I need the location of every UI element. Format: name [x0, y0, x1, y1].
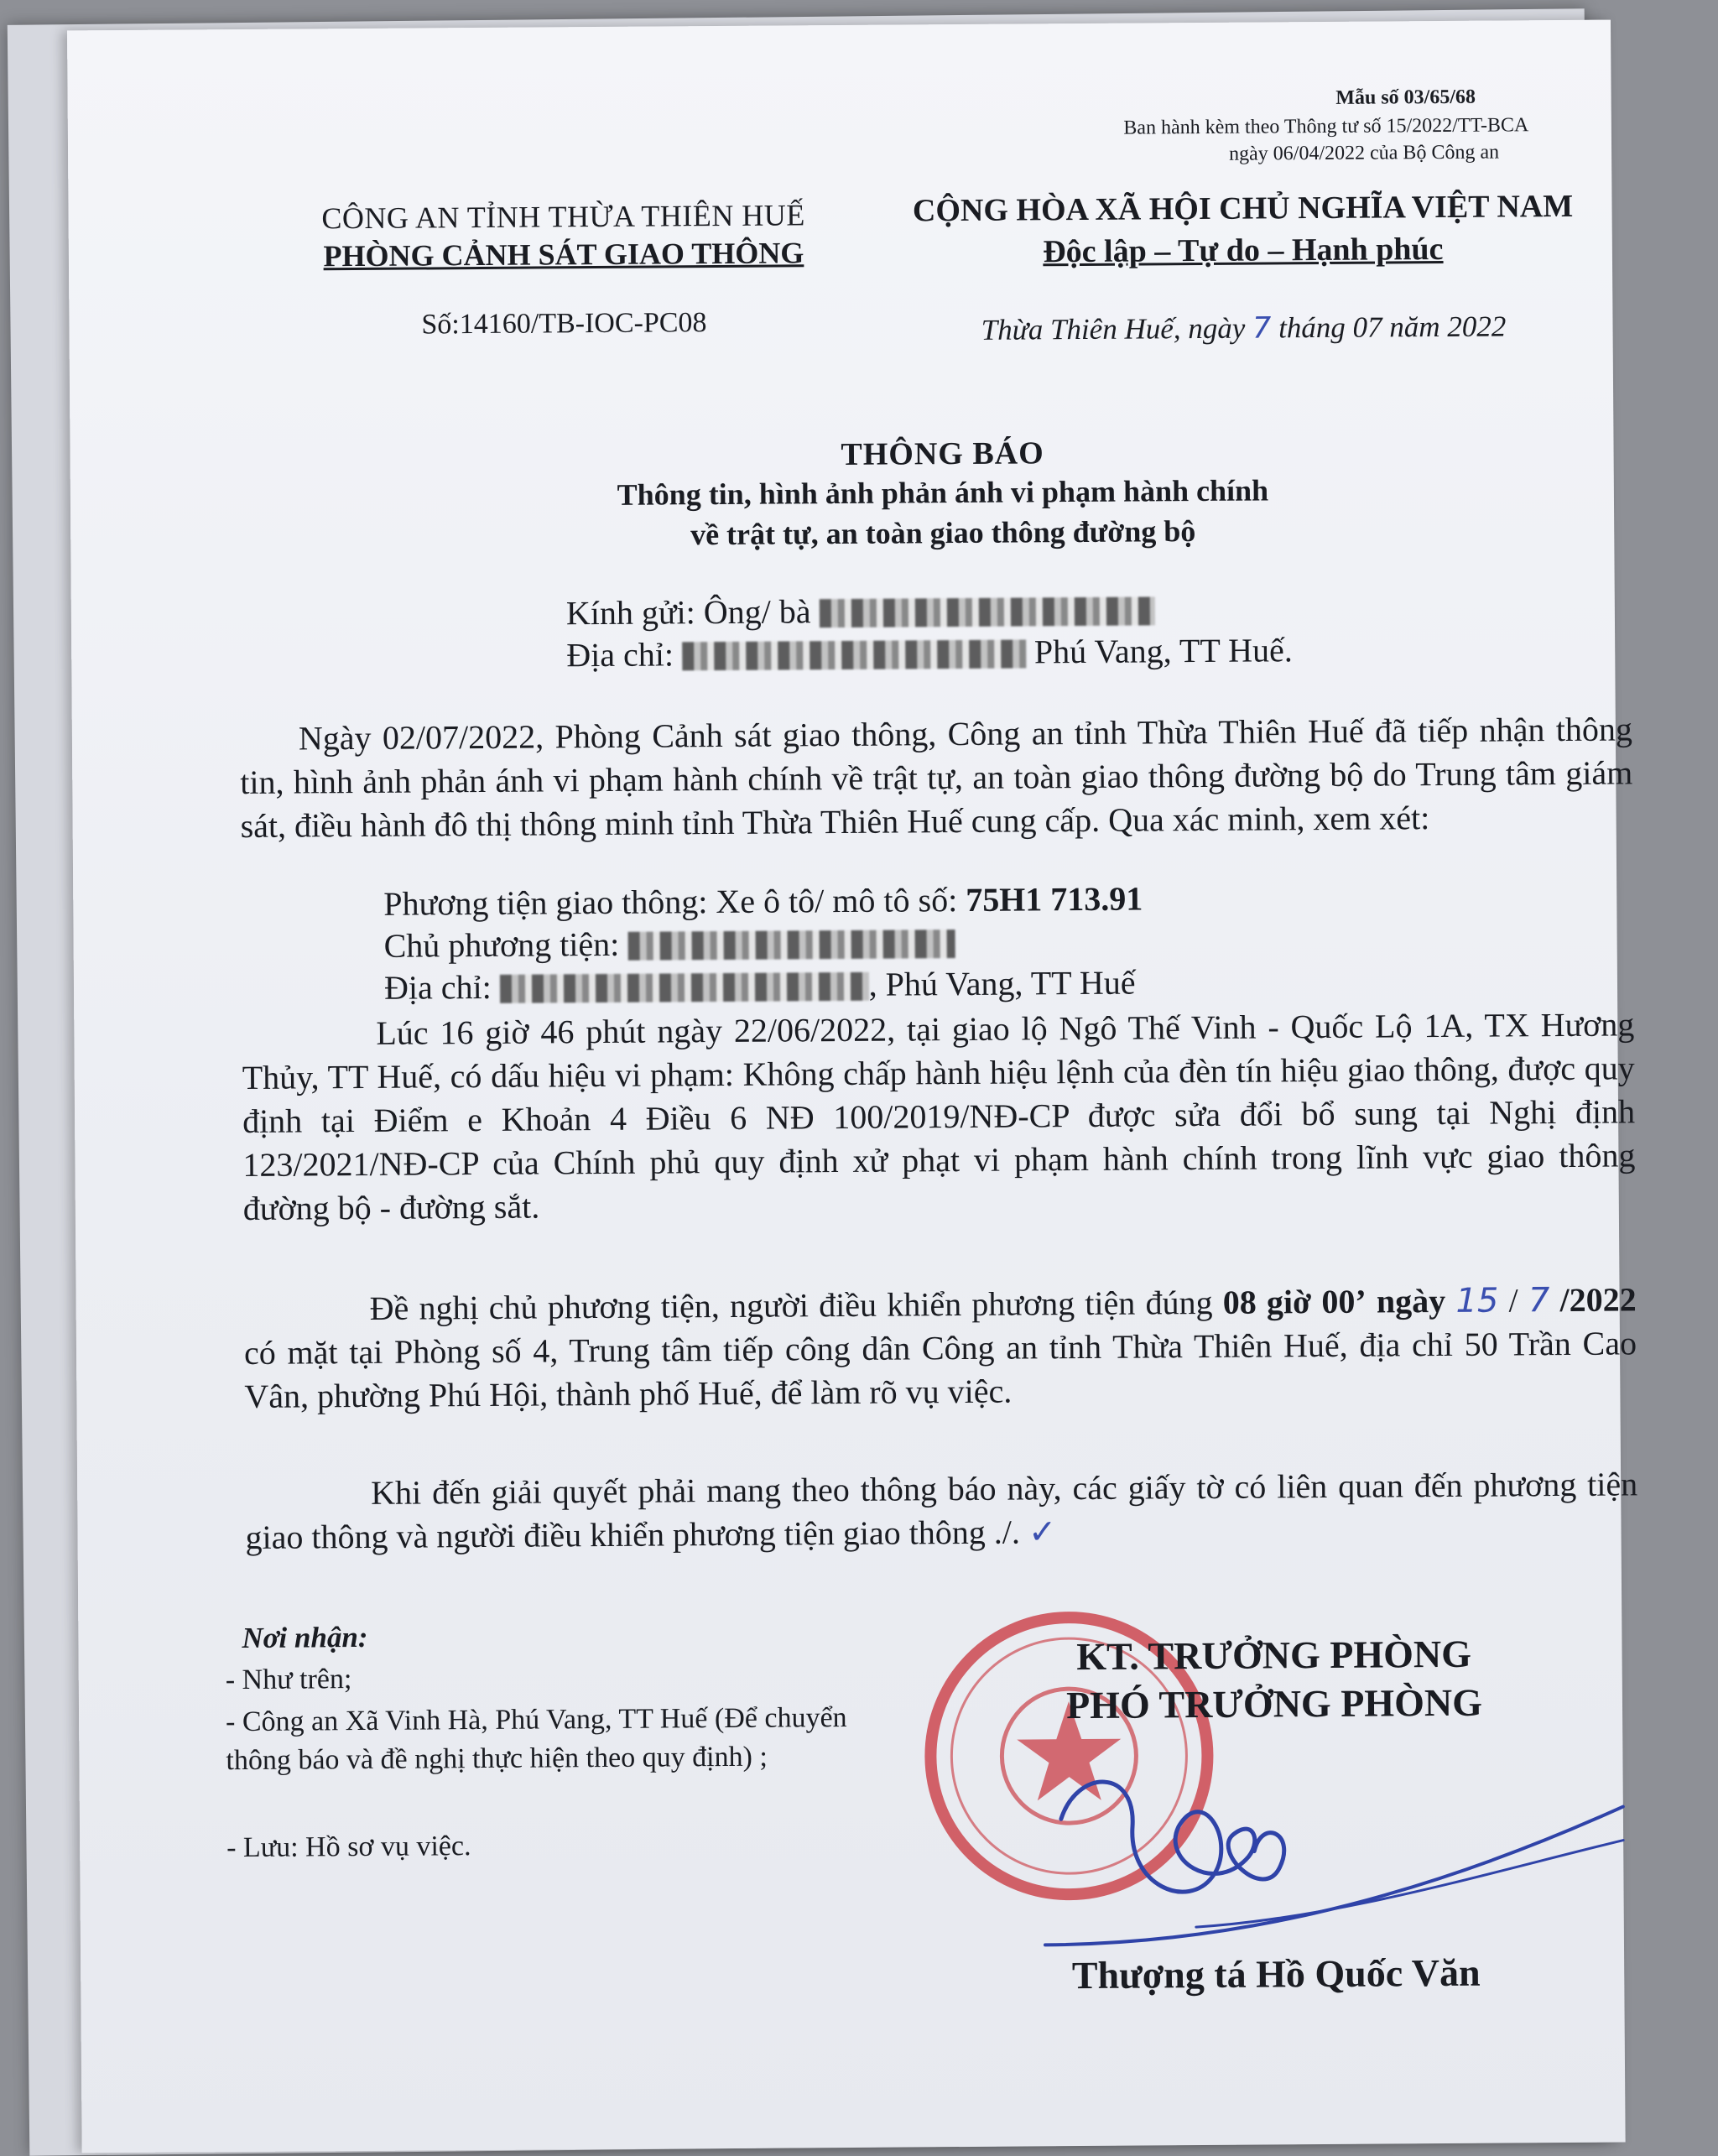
summons-day-label: ngày: [1376, 1281, 1446, 1320]
recipient-label: Kính gửi: Ông/ bà: [565, 592, 811, 633]
owner-address-suffix: , Phú Vang, TT Huế: [868, 963, 1136, 1003]
summons-paragraph: Đề nghị chủ phương tiện, người điều khiển phương tiện đúng 08 giờ 00’ ngày 15 / 7 /2022 có mặt tại Phòng số 4, Trung tâm tiếp công dân Công an tỉnh Thừa Thiên Huế, địa chỉ 50 Trần Cao Vân, phường Phú Hội, thành phố Huế, để làm rõ vụ việc.: [243, 1280, 1637, 1415]
date-suffix: tháng 07 năm 2022: [1278, 310, 1507, 345]
national-motto: [824, 229, 1663, 272]
date-prefix: Thừa Thiên Huế, ngày: [981, 311, 1246, 346]
vehicle-line: [383, 878, 1143, 923]
summons-month-handwritten: 7: [1528, 1281, 1550, 1320]
recipients-item: - Công an Xã Vinh Hà, Phú Vang, TT Huế (Để chuyển thông báo và đề nghị thực hiện theo quy định) ;: [225, 1701, 847, 1777]
signer-name: Thượng tá Hồ Quốc Văn: [1071, 1950, 1481, 1997]
redacted-address: [682, 639, 1026, 670]
date-line: [824, 309, 1663, 348]
vehicle-plate: 75H1 713.91: [966, 879, 1143, 919]
date-day-handwritten: 7: [1252, 311, 1272, 346]
motto-text: Độc lập – Tự do – Hạnh phúc: [1043, 231, 1444, 270]
instruction-text: Khi đến giải quyết phải mang theo thông báo này, các giấy tờ có liên quan đến phương tiện giao thông và người điều khiển phương tiện giao thông ./.: [245, 1465, 1638, 1556]
instruction-paragraph: [245, 1462, 1638, 1560]
document-page: [67, 20, 1638, 2153]
recipient-address-line: [566, 630, 1293, 674]
summons-year: /2022: [1559, 1280, 1637, 1320]
form-issued-date: ngày 06/04/2022 của Bộ Công an: [1229, 141, 1500, 165]
recipients-item: - Như trên;: [225, 1664, 352, 1696]
owner-address-label: Địa chỉ:: [383, 967, 492, 1007]
issuing-agency: CÔNG AN TỈNH THỪA THIÊN HUẾ: [321, 198, 805, 236]
owner-line: [383, 922, 955, 966]
summons-day-handwritten: 15: [1455, 1281, 1499, 1320]
address-label: Địa chỉ:: [566, 635, 674, 674]
form-number: Mẫu số 03/65/68: [1335, 86, 1476, 109]
department-name: PHÒNG CẢNH SÁT GIAO THÔNG: [323, 236, 804, 273]
redacted-owner-address: [500, 972, 869, 1003]
notice-subtitle-1: Thông tin, hình ảnh phản ánh vi phạm hành chính: [617, 473, 1269, 512]
vehicle-label: Phương tiện giao thông: Xe ô tô/ mô tô số:: [383, 881, 958, 923]
owner-address-line: [384, 963, 1136, 1008]
address-suffix: Phú Vang, TT Huế.: [1033, 631, 1293, 671]
recipients-item: - Lưu: Hồ sơ vụ việc.: [226, 1831, 471, 1864]
handwritten-signature: [1044, 1731, 1632, 1961]
summons-prefix: Đề nghị chủ phương tiện, người điều khiển phương tiện đúng: [369, 1283, 1213, 1327]
summons-time: 08 giờ 00’: [1222, 1282, 1367, 1321]
violation-paragraph: Lúc 16 giờ 46 phút ngày 22/06/2022, tại giao lộ Ngô Thế Vinh - Quốc Lộ 1A, TX Hương Thủy, TT Huế, có dấu hiệu vi phạm: Không chấp hành hiệu lệnh của đèn tín hiệu giao thông, được quy định tại Điểm e Khoản 4 Điều 6 NĐ 100/2019/NĐ-CP được sửa đổi bổ sung tại Nghị định 123/2021/NĐ-CP của Chính phủ quy định xử phạt vi phạm hành chính trong lĩnh vực giao thông đường bộ - đường sắt.: [242, 1005, 1636, 1227]
signer-title-1: KT. TRƯỞNG PHÒNG: [1076, 1632, 1472, 1679]
issuing-department: [220, 234, 908, 274]
recipient-line: [566, 589, 1155, 633]
notice-title: THÔNG BÁO: [841, 435, 1044, 472]
notice-subtitle-2: về trật tự, an toàn giao thông đường bộ: [690, 514, 1196, 552]
form-issued-with: Ban hành kèm theo Thông tư số 15/2022/TT-BCA: [1123, 114, 1529, 139]
intro-paragraph: Ngày 02/07/2022, Phòng Cảnh sát giao thông, Công an tỉnh Thừa Thiên Huế đã tiếp nhận thông tin, hình ảnh phản ánh vi phạm hành chính về trật tự, an toàn giao thông đường bộ do Trung tâm giám sát, điều hành đô thị thông minh tỉnh Thừa Thiên Huế cung cấp. Qua xác minh, xem xét:: [240, 710, 1633, 846]
summons-suffix: có mặt tại Phòng số 4, Trung tâm tiếp công dân Công an tỉnh Thừa Thiên Huế, địa chỉ 50 Trần Cao Vân, phường Phú Hội, thành phố Huế, để làm rõ vụ việc.: [243, 1324, 1637, 1415]
owner-label: Chủ phương tiện:: [383, 924, 620, 965]
redacted-owner: [627, 930, 955, 961]
check-mark-icon: ✓: [1028, 1513, 1057, 1552]
country-name: CỘNG HÒA XÃ HỘI CHỦ NGHĨA VIỆT NAM: [912, 188, 1574, 229]
signer-title-2: PHÓ TRƯỞNG PHÒNG: [1065, 1680, 1483, 1727]
document-number: Số:14160/TB-IOC-PC08: [421, 307, 707, 341]
recipients-heading: Nơi nhận:: [242, 1620, 368, 1655]
redacted-name: [819, 596, 1154, 628]
